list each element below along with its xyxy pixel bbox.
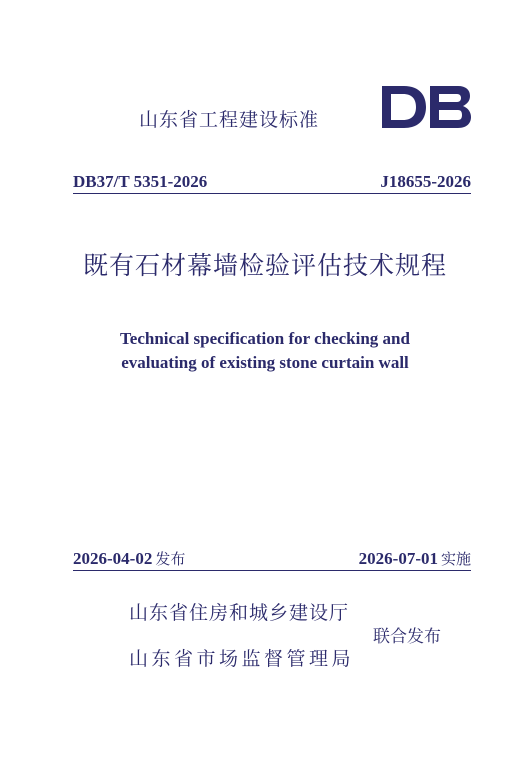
top-divider xyxy=(73,193,471,194)
dates-row xyxy=(73,545,471,569)
standard-number: DB37/T 5351-2026 xyxy=(73,172,208,191)
standard-codes-row xyxy=(73,168,471,192)
effective-date-group xyxy=(359,548,471,569)
joint-issue-label: 联合发布 xyxy=(373,627,441,647)
issuer-market-regulation: 山东省市场监督管理局 xyxy=(129,648,355,670)
db-logo xyxy=(380,84,472,130)
english-title-line-2: evaluating of existing stone curtain wall xyxy=(121,353,409,372)
english-title-line-1: Technical specification for checking and xyxy=(120,329,410,348)
chinese-title: 既有石材幕墙检验评估技术规程 xyxy=(82,251,447,280)
bottom-divider xyxy=(73,570,471,571)
issue-date: 2026-04-02 xyxy=(73,549,153,568)
effective-date: 2026-07-01 xyxy=(358,549,438,568)
issue-label: 发布 xyxy=(155,550,186,568)
standard-category-label: 山东省工程建设标准 xyxy=(139,109,320,131)
effective-label: 实施 xyxy=(440,550,471,568)
english-title xyxy=(0,327,530,375)
record-number: J18655-2026 xyxy=(380,172,471,191)
issuer-housing-department: 山东省住房和城乡建设厅 xyxy=(129,602,350,624)
issue-date-group xyxy=(73,548,185,569)
